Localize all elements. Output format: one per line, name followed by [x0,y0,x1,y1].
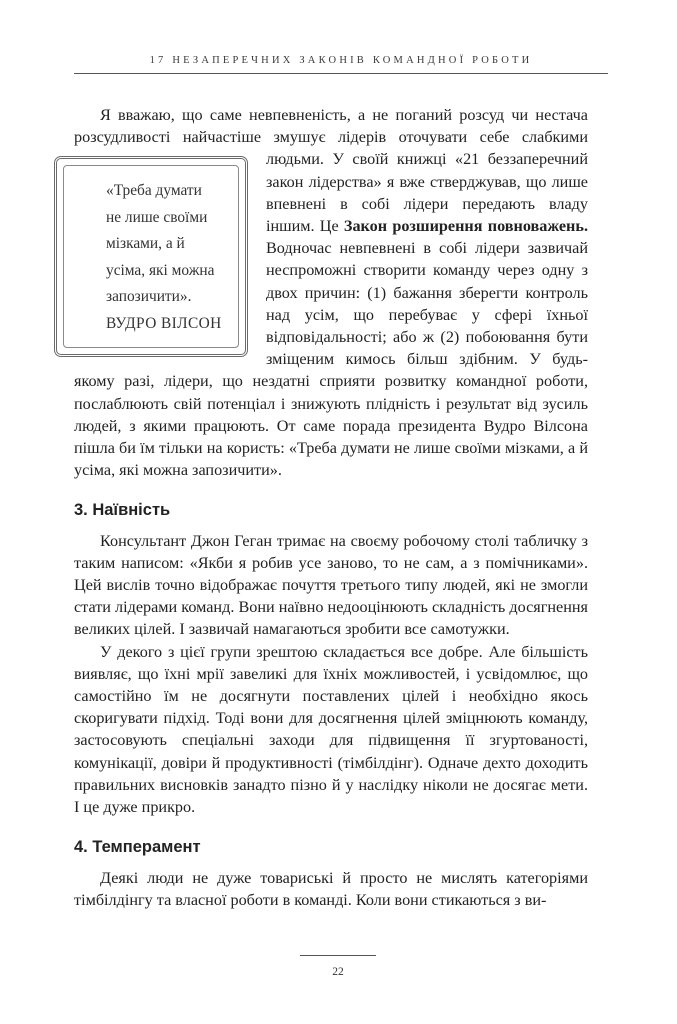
footer-rule [300,955,376,956]
running-header: 17 НЕЗАПЕРЕЧНИХ ЗАКОНІВ КОМАНДНОЇ РОБОТИ [149,55,533,66]
paragraph-text: Водночас невпевнені в собі лідери зазвичай неспроможні створити команду через одну з двох причин: (1) бажання зберегти контроль над усім, що перебуває у сфері їхньої відповідальності; або ж (2) побоювання бути зміщеним кимось більш здібним. У будь-якому разі, лідери, що нездатні сприяти розвитку командної роботи, послаблюють свій потенціал і знижують плідність і результат від зусиль людей, з якими працюють. От саме порада президента Вудро Вілсона пішла би їм тільки на користь: «Треба думати не лише своїми мізками, а й усіма, які можна запозичити». [74,239,588,480]
paragraph-text-start: Я вважаю, що саме невпевненість, а не поганий розсуд чи нестача розсудливості найчастіше змушує лідерів оточувати себе слабкими [74,106,588,147]
pull-quote [54,156,248,357]
pull-quote-author: ВУДРО ВІЛСОН [106,314,222,332]
paragraph-consultant: Консультант Джон Геган тримає на своєму робочому столі табличку з таким написом: «Якби я робив усе заново, то не сам, а з помічниками». Цей вислів точно відображає почуття третього типу людей, які не змогли стати лідерами команд. Вони наївно недооцінюють складність досягнення великих цілей. І зазвичай намагаються зробити все самотужки. [74,531,588,639]
page-number: 22 [332,966,344,978]
section-heading-naivety: 3. Наївність [74,501,171,520]
pull-quote-line: мізками, а й [106,235,185,253]
pull-quote-text [63,165,239,348]
law-name-bold: Закон розширення повноважень. [343,217,588,236]
pull-quote-line: запозичити». [106,288,192,306]
section-heading-temperament: 4. Темперамент [74,838,201,857]
pull-quote-line: не лише своїми [106,208,208,226]
page-body [74,104,588,911]
paragraph-temperament: Деякі люди не дуже товариські й просто не мислять категоріями тімбілдінгу та власної роботи в команді. Коли вони стикаються з ви- [74,868,588,909]
header-rule [74,73,608,74]
paragraph-insecurity [74,104,588,481]
pull-quote-line: усіма, які можна [106,261,215,279]
paragraph-text-cont: людьми. У своїй книжці «21 беззаперечний закон лідерства» я вже стверджував, що лише впевнені в собі лідери передають владу іншим. Це [266,150,588,236]
pull-quote-line: «Треба думати [106,182,202,200]
paragraph-group: У декого з цієї групи зрештою складається все добре. Але більшість виявляє, що їхні мрії завеликі для їхніх можливостей, і усвідомлює, що самостійно їм не досягнути поставлених цілей і необхідно якось скоригувати підхід. Тоді вони для досягнення цілей зміцнюють команду, застосовують спеціальні заходи для підвищення її згуртованості, комунікації, довіри й продуктивності (тімбілдінг). Одначе дехто доходить правильних висновків занадто пізно й у наслідку ніколи не досягає мети. І це дуже прикро. [74,642,588,817]
